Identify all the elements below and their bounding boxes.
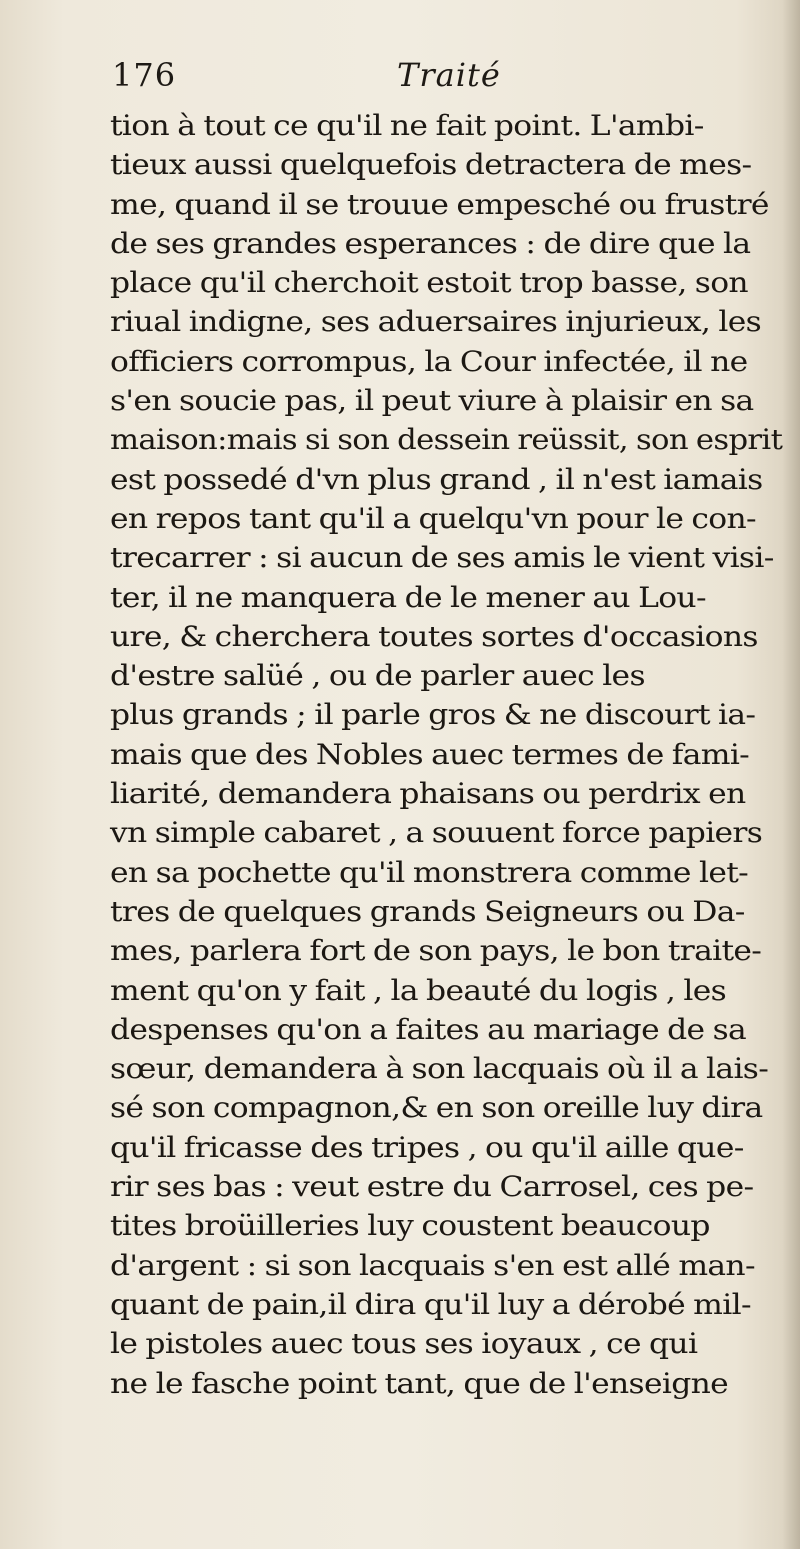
text-line: qu'il fricasse des tripes , ou qu'il aille que-: [110, 1130, 744, 1164]
text-line: plus grands ; il parle gros & ne discourt ia-: [110, 698, 756, 732]
text-line: mais que des Nobles auec termes de fami-: [110, 737, 750, 771]
page-number: 176: [112, 56, 177, 94]
text-line: rir ses bas : veut estre du Carrosel, ces pe-: [110, 1170, 754, 1204]
text-line: vn simple cabaret , a souuent force papiers: [110, 816, 763, 850]
text-line: tites broüilleries luy coustent beaucoup: [110, 1209, 710, 1243]
text-line: le pistoles auec tous ses ioyaux , ce qui: [110, 1327, 698, 1361]
text-line: mes, parlera fort de son pays, le bon traite-: [110, 934, 762, 968]
text-line: officiers corrompus, la Cour infectée, il ne: [110, 344, 748, 378]
page-header: [112, 52, 772, 102]
text-line: est possedé d'vn plus grand , il n'est iamais: [110, 462, 763, 496]
text-line: liarité, demandera phaisans ou perdrix en: [110, 777, 746, 811]
text-line: quant de pain,il dira qu'il luy a dérobé mil-: [110, 1287, 751, 1321]
text-line: tres de quelques grands Seigneurs ou Da-: [110, 894, 745, 928]
running-title: Traité: [397, 56, 501, 94]
text-line: s'en soucie pas, il peut viure à plaisir en sa: [110, 384, 754, 418]
text-line: sœur, demandera à son lacquais où il a lais-: [110, 1052, 769, 1086]
text-line: place qu'il cherchoit estoit trop basse, son: [110, 266, 748, 300]
text-line: sé son compagnon,& en son oreille luy dira: [110, 1091, 763, 1125]
text-line: trecarrer : si aucun de ses amis le vient visi-: [110, 541, 774, 575]
text-line: en repos tant qu'il a quelqu'vn pour le con-: [110, 501, 756, 535]
text-line: ter, il ne manquera de le mener au Lou-: [110, 580, 706, 614]
text-line: tieux aussi quelquefois detractera de mes-: [110, 148, 752, 182]
text-line: d'argent : si son lacquais s'en est allé man-: [110, 1248, 755, 1282]
text-line: ne le fasche point tant, que de l'enseigne: [110, 1366, 729, 1400]
text-line: riual indigne, ses aduersaires injurieux, les: [110, 305, 762, 339]
text-line: me, quand il se trouue empesché ou frustré: [110, 187, 769, 221]
text-line: d'estre salüé , ou de parler auec les: [110, 659, 645, 693]
text-line: de ses grandes esperances : de dire que la: [110, 226, 751, 260]
text-line: tion à tout ce qu'il ne fait point. L'ambi-: [110, 109, 704, 142]
text-line: ure, & cherchera toutes sortes d'occasions: [110, 619, 758, 653]
body-text: [110, 106, 790, 1403]
text-line: ment qu'on y fait , la beauté du logis , les: [110, 973, 727, 1007]
text-line: maison:mais si son dessein reüssit, son esprit: [110, 423, 783, 457]
text-line: en sa pochette qu'il monstrera comme let-: [110, 855, 749, 889]
text-line: despenses qu'on a faites au mariage de sa: [110, 1012, 747, 1046]
